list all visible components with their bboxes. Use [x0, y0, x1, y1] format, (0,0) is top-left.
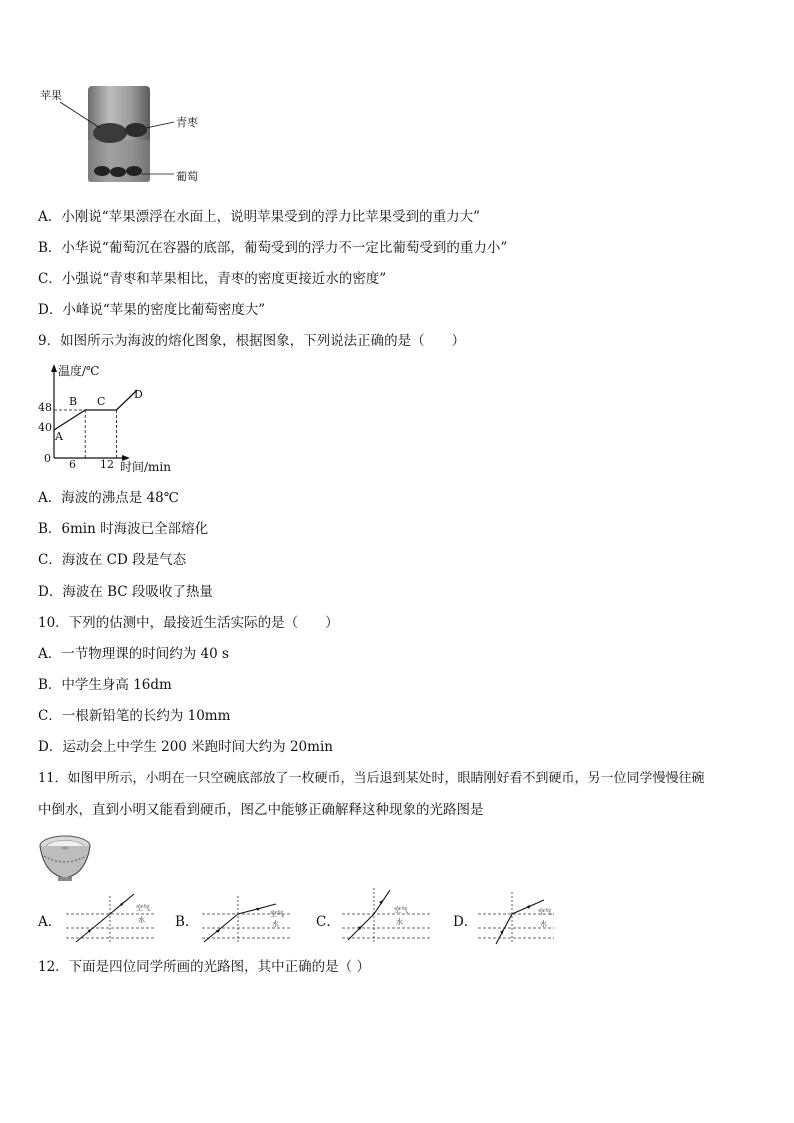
series-segment-AB [54, 410, 85, 430]
q8-option-c: C．小强说“青枣和苹果相比，青枣的密度更接近水的密度” [38, 271, 387, 287]
x-tick-6: 6 [69, 458, 76, 471]
apple-shape [93, 123, 127, 143]
q8-option-b: B．小华说“葡萄沉在容器的底部，葡萄受到的浮力不一定比葡萄受到的重力小” [38, 240, 508, 256]
svg-text:空气: 空气 [270, 910, 284, 918]
svg-text:空气: 空气 [538, 908, 552, 916]
q11-option-d-letter: D． [453, 914, 478, 930]
water-label: 水 [138, 916, 145, 924]
q8-option-a: A．小刚说“苹果漂浮在水面上，说明苹果受到的浮力比苹果受到的重力大” [38, 209, 481, 225]
chart-ylabel: 温度/℃ [58, 364, 100, 378]
q9-option-a: A．海波的沸点是 48℃ [38, 490, 179, 506]
q9-chart [34, 360, 184, 478]
q12-stem: 12．下面是四位同学所画的光路图，其中正确的是（ ） [38, 959, 370, 975]
point-label-a: A [55, 430, 63, 443]
q10-option-a: A．一节物理课的时间约为 40 s [38, 646, 229, 662]
q11-diagram-b [198, 888, 294, 944]
q11-option-a-letter: A． [38, 914, 62, 930]
point-label-c: C [97, 395, 106, 408]
q9-option-b: B．6min 时海波已全部熔化 [38, 521, 209, 537]
grape-shape [94, 166, 110, 176]
svg-text:水: 水 [540, 920, 547, 928]
label-apple: 苹果 [40, 89, 62, 102]
label-grape: 葡萄 [176, 170, 198, 183]
q10-stem: 10．下列的估测中，最接近生活实际的是（ ） [38, 615, 339, 631]
bowl-photo [38, 832, 92, 884]
q11-diagram-a [62, 888, 158, 944]
y-tick-48: 48 [38, 401, 52, 414]
label-jujube: 青枣 [176, 116, 198, 129]
q9-stem: 9．如图所示为海波的熔化图象，根据图象，下列说法正确的是（ ） [38, 333, 466, 349]
q9-option-c: C．海波在 CD 段是气态 [38, 552, 187, 568]
q8-figure [38, 82, 218, 187]
q10-option-c: C．一根新铅笔的长约为 10mm [38, 708, 231, 724]
q9-option-d: D．海波在 BC 段吸收了热量 [38, 584, 213, 600]
chart-xlabel: 时间/min [120, 460, 171, 474]
y-tick-0: 0 [44, 452, 51, 465]
point-label-d: D [134, 388, 143, 401]
q11-stem-line1: 11．如图甲所示，小明在一只空碗底部放了一枚硬币，当后退到某处时，眼睛刚好看不到硬币，另一位同学慢慢往碗 [38, 771, 705, 786]
jujube-shape [125, 123, 147, 137]
q8-option-d: D．小峰说“苹果的密度比葡萄密度大” [38, 302, 266, 318]
point-label-b: B [69, 395, 78, 408]
q11-option-c-letter: C． [316, 914, 340, 930]
q10-option-d: D．运动会上中学生 200 米跑时间大约为 20min [38, 739, 333, 755]
q11-diagram-d [476, 888, 556, 946]
svg-text:空气: 空气 [394, 906, 408, 914]
y-axis-arrow [51, 364, 57, 372]
svg-text:水: 水 [396, 918, 403, 926]
x-tick-12: 12 [100, 458, 114, 471]
q11-stem-line2: 中倒水，直到小明又能看到硬币，图乙中能够正确解释这种现象的光路图是 [38, 802, 484, 818]
y-tick-40: 40 [38, 421, 52, 434]
q11-option-b-letter: B． [175, 914, 199, 930]
q10-option-b: B．中学生身高 16dm [38, 677, 172, 693]
q11-diagram-c [338, 886, 434, 944]
air-label: 空气 [136, 904, 150, 912]
svg-text:水: 水 [272, 920, 279, 928]
